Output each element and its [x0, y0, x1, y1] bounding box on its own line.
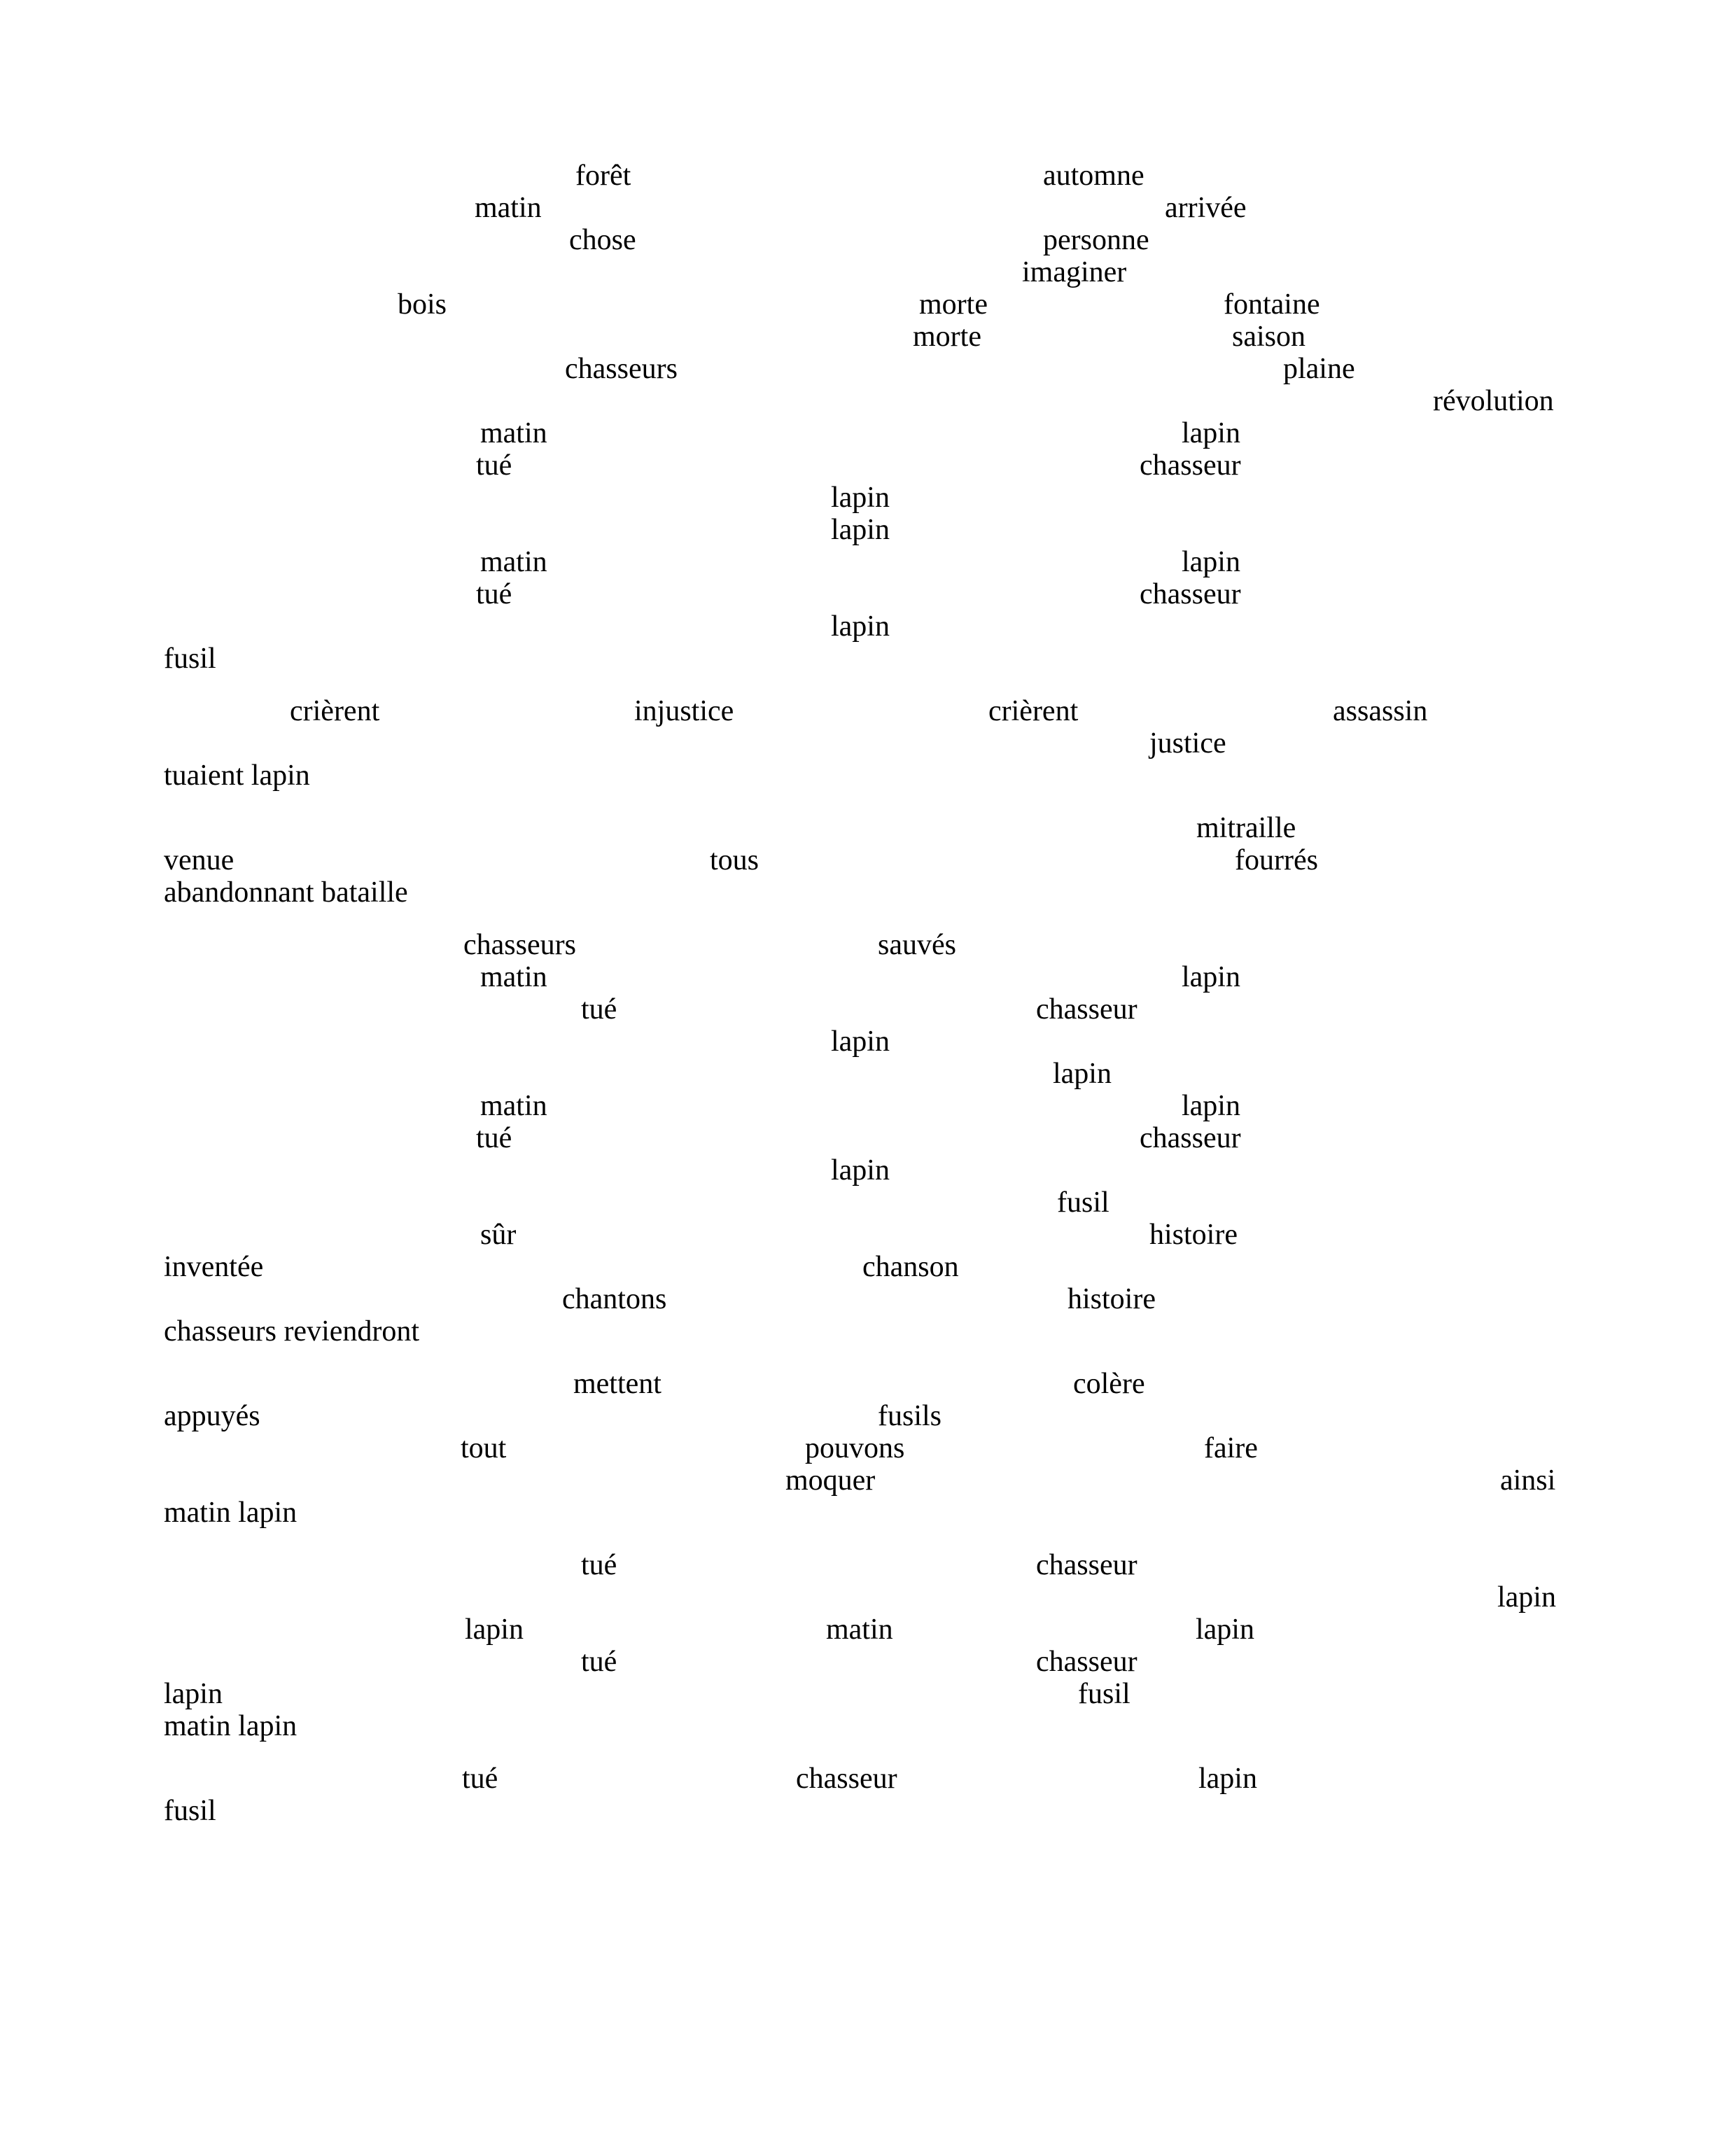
- poem-word: tué: [476, 449, 512, 482]
- poem-word: lapin: [1198, 1763, 1257, 1795]
- poem-word: justice: [1149, 727, 1226, 760]
- poem-word: tuaient lapin: [164, 760, 310, 792]
- poem-word: personne: [1043, 224, 1149, 256]
- poem-word: ainsi: [1500, 1464, 1556, 1497]
- poem-word: lapin: [1196, 1614, 1254, 1646]
- poem-word: tué: [581, 1646, 617, 1678]
- poem-word: pouvons: [805, 1432, 905, 1464]
- poem-word: tué: [581, 1549, 617, 1581]
- poem-word: colère: [1073, 1368, 1145, 1400]
- poem-word: automne: [1043, 160, 1144, 192]
- poem-word: lapin: [831, 514, 890, 546]
- poem-word: fusil: [164, 643, 216, 675]
- poem-word: faire: [1204, 1432, 1258, 1464]
- poem-word: chantons: [562, 1283, 667, 1315]
- poem-word: abandonnant bataille: [164, 876, 408, 909]
- poem-word: lapin: [831, 1154, 890, 1186]
- poem-word: lapin: [1182, 961, 1240, 993]
- poem-word: appuyés: [164, 1400, 260, 1432]
- poem-word: chasseur: [1140, 1122, 1241, 1154]
- poem-word: matin: [480, 546, 547, 578]
- poem-word: chasseurs reviendront: [164, 1315, 420, 1348]
- poem-word: fusil: [1078, 1678, 1130, 1710]
- poem-word: moquer: [785, 1464, 876, 1497]
- poem-word: chasseur: [1036, 1646, 1138, 1678]
- poem-word: histoire: [1149, 1219, 1238, 1251]
- poem-word: chasseur: [1140, 449, 1241, 482]
- poem-word: lapin: [1053, 1058, 1112, 1090]
- poem-word: morte: [913, 321, 981, 353]
- poem-word: lapin: [1182, 417, 1240, 449]
- poem-word: plaine: [1283, 353, 1355, 385]
- poem-word: tout: [461, 1432, 507, 1464]
- poem-word: bois: [398, 288, 447, 321]
- poem-word: injustice: [634, 695, 734, 727]
- poem-word: histoire: [1068, 1283, 1156, 1315]
- poem-word: venue: [164, 844, 234, 876]
- poem-word: chanson: [862, 1251, 959, 1283]
- poem-word: lapin: [465, 1614, 524, 1646]
- poem-word: lapin: [1182, 546, 1240, 578]
- poem-word: mettent: [573, 1368, 662, 1400]
- poem-word: mitraille: [1196, 812, 1296, 844]
- poem-word: matin: [480, 1090, 547, 1122]
- poem-word: lapin: [1497, 1581, 1556, 1614]
- poem-word: crièrent: [290, 695, 380, 727]
- poem-word: révolution: [1433, 385, 1554, 417]
- poem-word: morte: [919, 288, 988, 321]
- poem-word: matin: [826, 1614, 893, 1646]
- poem-word: arrivée: [1165, 192, 1247, 224]
- poem-word: matin: [480, 417, 547, 449]
- poem-word: chose: [569, 224, 636, 256]
- poem-word: matin lapin: [164, 1710, 298, 1742]
- poem-word: crièrent: [988, 695, 1079, 727]
- poem-word: chasseur: [1036, 993, 1138, 1026]
- poem-word: lapin: [831, 610, 890, 643]
- poem-word: tué: [462, 1763, 498, 1795]
- poem-word: lapin: [831, 1026, 890, 1058]
- poem-word: tué: [581, 993, 617, 1026]
- poem-word: tué: [476, 578, 512, 610]
- poem-word: fusils: [878, 1400, 942, 1432]
- poem-word: chasseur: [796, 1763, 897, 1795]
- poem-word: tué: [476, 1122, 512, 1154]
- poem-word: forêt: [575, 160, 631, 192]
- poem-word: chasseur: [1036, 1549, 1138, 1581]
- poem-word: fontaine: [1224, 288, 1320, 321]
- poem-word: sûr: [480, 1219, 517, 1251]
- poem-word: inventée: [164, 1251, 264, 1283]
- poem-word: imaginer: [1022, 256, 1127, 288]
- poem-word: lapin: [164, 1678, 223, 1710]
- poem-word: assassin: [1333, 695, 1428, 727]
- poem-word: sauvés: [878, 929, 956, 961]
- poem-word: lapin: [1182, 1090, 1240, 1122]
- poem-word: matin: [480, 961, 547, 993]
- poem-word: chasseur: [1140, 578, 1241, 610]
- poem-word: tous: [710, 844, 760, 876]
- poem-word: chasseurs: [463, 929, 576, 961]
- poem-word: fusil: [1057, 1186, 1110, 1219]
- poem-word: saison: [1232, 321, 1306, 353]
- poem-word: fourrés: [1235, 844, 1318, 876]
- poem-word: lapin: [831, 482, 890, 514]
- poem-word: matin: [475, 192, 542, 224]
- poem-word: fusil: [164, 1795, 216, 1827]
- poem-word: matin lapin: [164, 1497, 298, 1529]
- poem-word: chasseurs: [565, 353, 678, 385]
